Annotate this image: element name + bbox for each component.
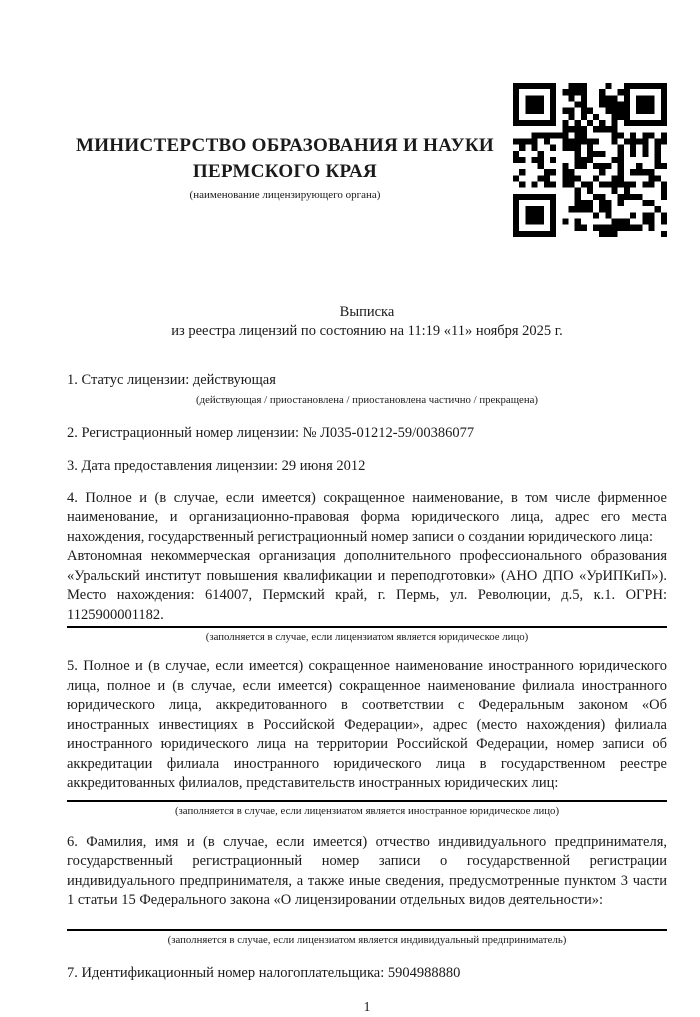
document-title: Выписка: [339, 304, 395, 320]
item-6-caption: (заполняется в случае, если лицензиатом является индивидуальный предприниматель): [167, 933, 567, 946]
document-header: [67, 83, 667, 237]
item-2-text: 2. Регистрационный номер лицензии: № Л035-01212-59/00386077: [67, 424, 475, 441]
item-1-text: 1. Статус лицензии: действующая: [67, 372, 276, 388]
ministry-name-line2: ПЕРМСКОГО КРАЯ: [192, 161, 378, 182]
item-5-caption: (заполняется в случае, если лицензиатом является иностранное юридическое лицо): [174, 804, 560, 817]
item-4-text: 4. Полное и (в случае, если имеется) сокращенное наименование, в том числе фирменное наименование, и организационно-правовая форма юридического лица, адрес его места нахождения, государственный регистрационный номер записи о создании юридического лица:: [67, 489, 667, 545]
item-3-text: 3. Дата предоставления лицензии: 29 июня 2012: [67, 458, 366, 474]
item-5-empty-field: [67, 794, 667, 802]
license-item-5: [67, 657, 667, 819]
item-6-empty-field: [67, 923, 667, 931]
item-5-text: 5. Полное и (в случае, если имеется) сокращенное наименование иностранного юридического лица, полное и (в случае, если имеется) сокращенное наименование филиала иностранного юридического лица, аккредитованного в соответствии с Федеральным законом «Об иностранных инвестициях в Российской Федерации», адрес (место нахождения) филиала иностранного юридического лица на территории Российской Федерации, номер записи об аккредитации филиала иностранного юридического лица в государственном реестре аккредитованных филиалов, представительств иностранных юридических лиц:: [67, 658, 667, 791]
document-title-block: [67, 303, 667, 341]
document-subtitle: из реестра лицензий по состоянию на 11:19 «11» ноября 2025 г.: [171, 323, 563, 339]
qr-code-icon: [513, 83, 667, 237]
licensing-authority-block: [67, 83, 503, 202]
license-item-3: [67, 457, 667, 477]
page-number: 1: [363, 1000, 371, 1015]
license-item-2: [67, 424, 667, 444]
license-items: [67, 371, 667, 983]
item-1-caption: (действующая / приостановлена / приостановлена частично / прекращена): [196, 393, 538, 406]
license-item-6: [67, 833, 667, 948]
item-4-value: Автономная некоммерческая организация дополнительного профессионального образования «Уральский институт повышения квалификации и переподготовки» (АНО ДПО «УрИПКиП»). Место нахождения: 614007, Пермский край, г. Пермь, ул. Революции, д.5, к.1. ОГРН: 1125900001182.: [67, 547, 667, 628]
item-7-text: 7. Идентификационный номер налогоплательщика: 5904988880: [67, 964, 461, 981]
ministry-name-caption: (наименование лицензирующего органа): [189, 189, 381, 201]
license-item-4: [67, 489, 667, 646]
item-6-gap: [67, 911, 667, 923]
item-6-text: 6. Фамилия, имя и (в случае, если имеется) отчество индивидуального предпринимателя, государственный регистрационный номер записи о государственной регистрации индивидуального предпринимателя, а также иные сведения, предусмотренные пунктом 3 части 1 статьи 15 Федерального закона «О лицензировании отдельных видов деятельности»:: [67, 833, 667, 908]
item-4-caption: (заполняется в случае, если лицензиатом является юридическое лицо): [205, 631, 529, 643]
ministry-name-line1: МИНИСТЕРСТВО ОБРАЗОВАНИЯ И НАУКИ: [75, 135, 495, 156]
license-item-7: [67, 964, 667, 984]
license-item-1: [67, 371, 667, 408]
